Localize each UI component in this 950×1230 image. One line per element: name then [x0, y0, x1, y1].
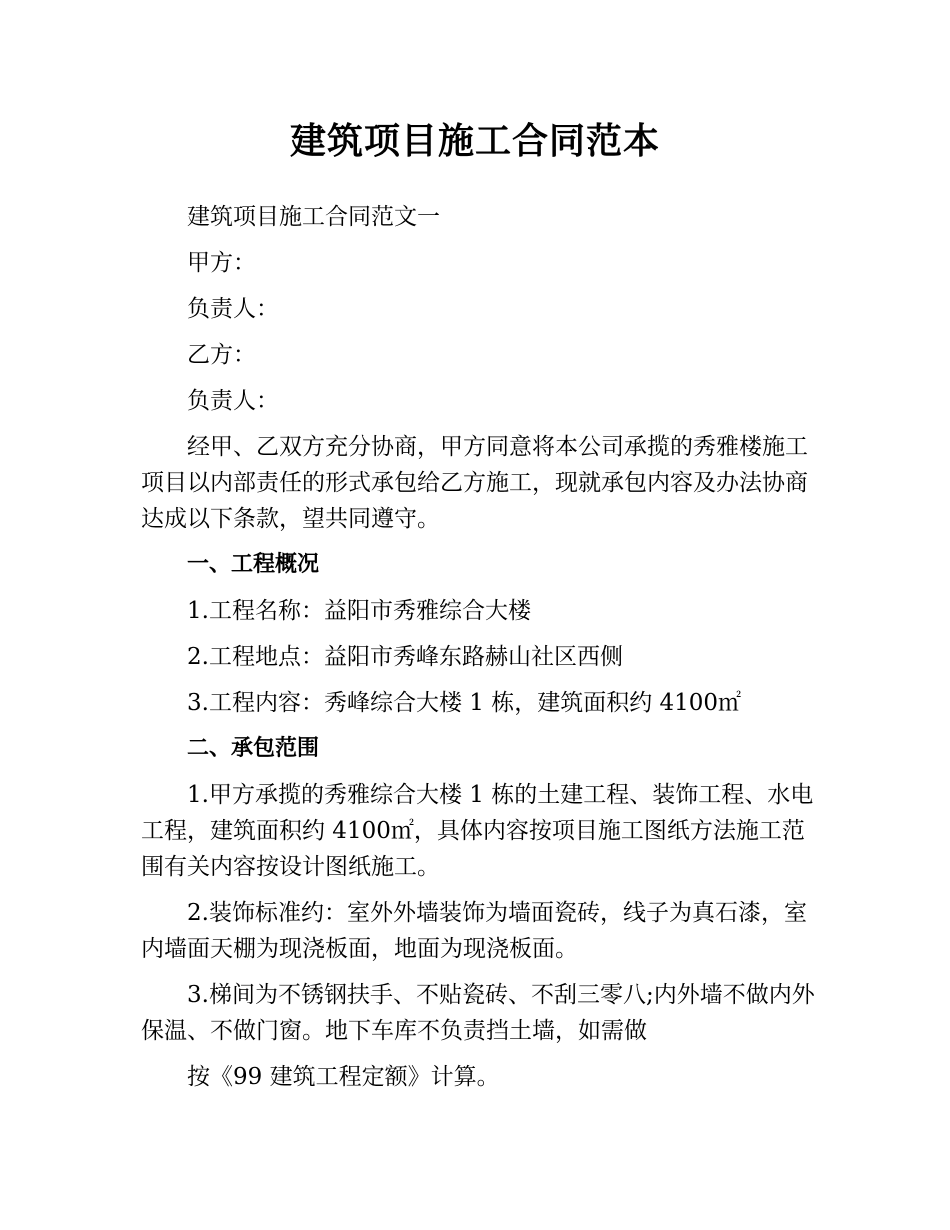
document-title: 建筑项目施工合同范本: [289, 121, 660, 162]
document-body: [141, 199, 821, 1105]
paragraph-project-location: 2.工程地点：益阳市秀峰东路赫山社区西侧: [187, 644, 623, 670]
paragraph-contract-subtitle: 建筑项目施工合同范文一: [187, 204, 440, 230]
paragraph-scope-item-3: 3.梯间为不锈钢扶手、不贴瓷砖、不刮三零八;内外墙不做内外保温、不做门窗。地下车库不负责挡土墙，如需做: [141, 982, 815, 1044]
paragraph-scope-item-1: 1.甲方承揽的秀雅综合大楼 1 栋的土建工程、装饰工程、水电工程，建筑面积约 4100㎡，具体内容按项目施工图纸方法施工范围有关内容按设计图纸施工。: [141, 782, 814, 880]
paragraph-agreement-intro: 经甲、乙双方充分协商，甲方同意将本公司承揽的秀雅楼施工项目以内部责任的形式承包给乙方施工，现就承包内容及办法协商达成以下条款，望共同遵守。: [141, 434, 808, 532]
paragraph-party-b: 乙方：: [187, 342, 256, 368]
paragraph-project-content: 3.工程内容：秀峰综合大楼 1 栋，建筑面积约 4100㎡: [187, 690, 742, 716]
paragraph-project-name: 1.工程名称：益阳市秀雅综合大楼: [187, 598, 531, 624]
paragraph-party-a-responsible: 负责人：: [187, 296, 279, 322]
paragraph-party-b-responsible: 负责人：: [187, 388, 279, 414]
paragraph-party-a: 甲方：: [187, 250, 256, 276]
paragraph-scope-item-3-continued: 按《99 建筑工程定额》计算。: [187, 1064, 500, 1090]
paragraph-scope-item-2: 2.装饰标准约：室外外墙装饰为墙面瓷砖，线子为真石漆，室内墙面天棚为现浇板面，地面为现浇板面。: [141, 900, 807, 962]
section-heading-project-overview: 一、工程概况: [187, 552, 320, 577]
section-heading-contract-scope: 二、承包范围: [187, 736, 320, 761]
